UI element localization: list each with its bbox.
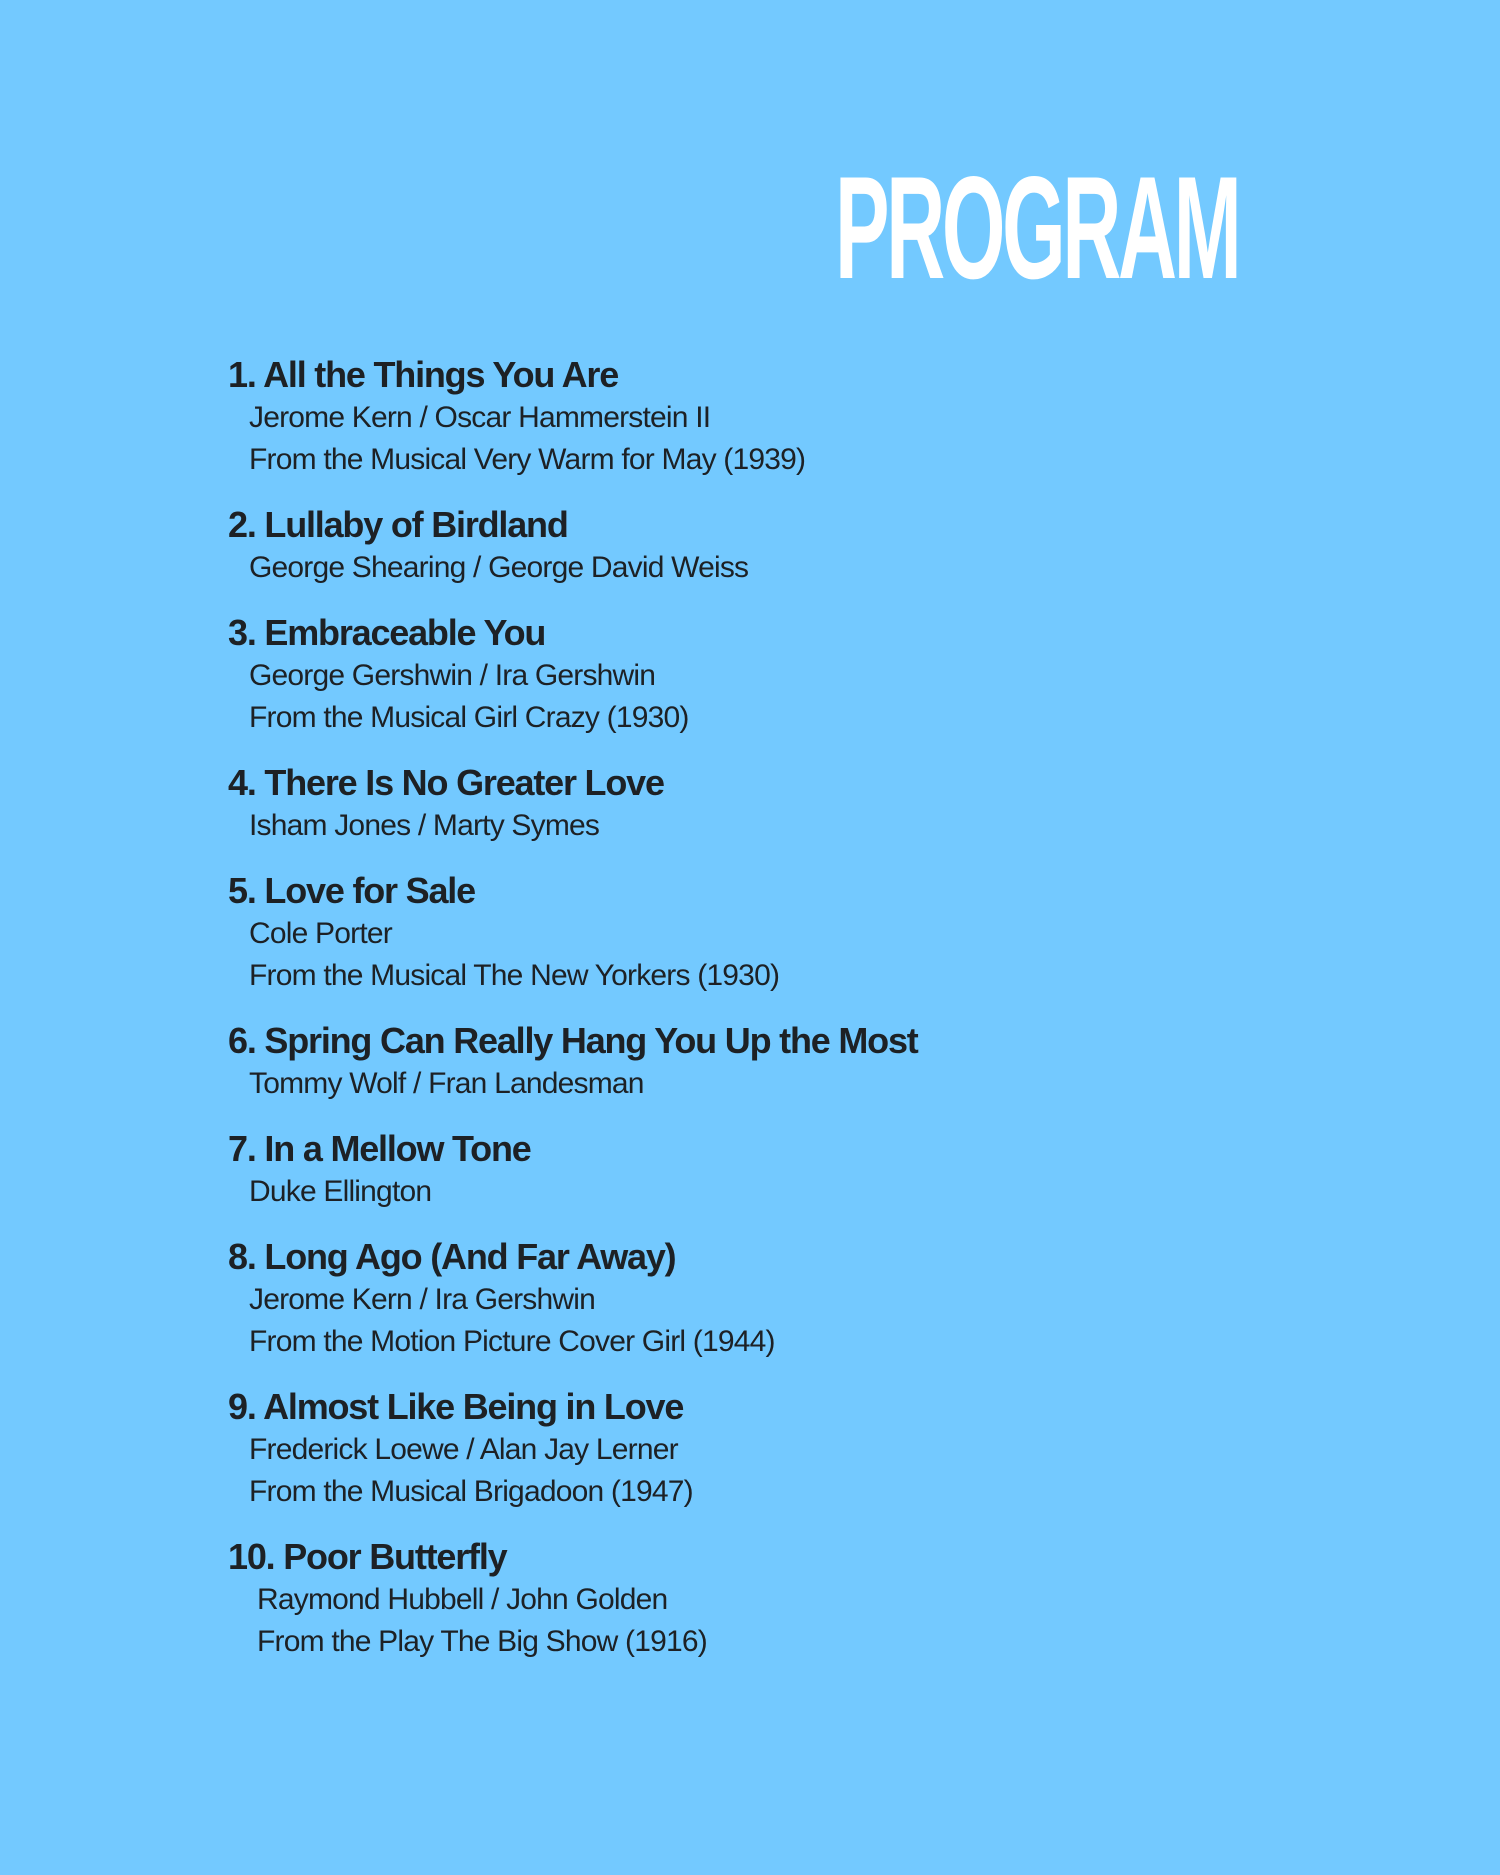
program-item-title: 9. Almost Like Being in Love — [228, 1386, 684, 1427]
program-item — [228, 1235, 1328, 1363]
program-item — [228, 503, 1328, 589]
program-item — [228, 761, 1328, 847]
program-item — [228, 611, 1328, 739]
program-item-title: 6. Spring Can Really Hang You Up the Most — [228, 1020, 918, 1061]
program-item-credits: Raymond Hubbell / John Golden — [257, 1583, 668, 1616]
program-item-title: 2. Lullaby of Birdland — [228, 504, 568, 545]
program-item-title: 1. All the Things You Are — [228, 354, 619, 395]
program-item-credits: Isham Jones / Marty Symes — [249, 809, 600, 842]
program-item — [228, 353, 1328, 481]
program-item-source: From the Motion Picture Cover Girl (1944) — [249, 1325, 775, 1358]
program-item-credits: Jerome Kern / Ira Gershwin — [249, 1283, 595, 1316]
program-item — [228, 1019, 1328, 1105]
program-item-source: From the Musical Very Warm for May (1939) — [249, 443, 806, 476]
program-item-title: 7. In a Mellow Tone — [228, 1128, 531, 1169]
program-item-title: 10. Poor Butterfly — [228, 1536, 507, 1577]
program-item — [228, 1127, 1328, 1213]
program-item-source: From the Musical Brigadoon (1947) — [249, 1475, 693, 1508]
program-item-title: 8. Long Ago (And Far Away) — [228, 1236, 676, 1277]
program-item-title: 4. There Is No Greater Love — [228, 762, 664, 803]
program-item-title: 5. Love for Sale — [228, 870, 475, 911]
program-item — [228, 1535, 1328, 1663]
program-item-credits: George Gershwin / Ira Gershwin — [249, 659, 656, 692]
page-title: PROGRAM — [834, 146, 1238, 309]
program-item-source: From the Musical Girl Crazy (1930) — [249, 701, 689, 734]
program-item — [228, 869, 1328, 997]
program-item-credits: Tommy Wolf / Fran Landesman — [249, 1067, 644, 1100]
program-item-credits: George Shearing / George David Weiss — [249, 551, 749, 584]
program-item-credits: Jerome Kern / Oscar Hammerstein II — [249, 401, 711, 434]
program-item-source: From the Play The Big Show (1916) — [257, 1625, 707, 1658]
program-item-credits: Cole Porter — [249, 917, 392, 950]
program-item-source: From the Musical The New Yorkers (1930) — [249, 959, 780, 992]
program-item — [228, 1385, 1328, 1513]
program-item-credits: Duke Ellington — [249, 1175, 432, 1208]
program-item-title: 3. Embraceable You — [228, 612, 546, 653]
program-list — [228, 353, 1328, 1685]
program-item-credits: Frederick Loewe / Alan Jay Lerner — [249, 1433, 678, 1466]
